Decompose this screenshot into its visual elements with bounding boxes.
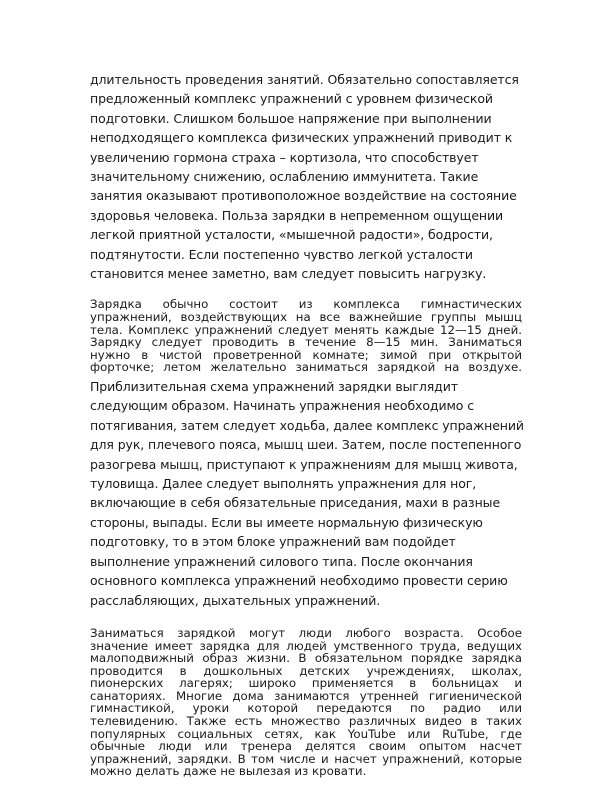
text-line: Зарядка обычно состоит из комплекса гимнастических — [90, 297, 522, 312]
text-line: телевидению. Также есть множество различных видео в таких — [90, 714, 522, 729]
text-line: неподходящего комплекса физических упражнений приводит к — [90, 130, 513, 146]
text-line: для рук, плечевого пояса, мышц шеи. Затем, после постепенного — [90, 437, 522, 453]
text-line: малоподвижный образ жизни. В обязательном порядке зарядка — [90, 651, 522, 666]
text-line: проводится в дошкольных детских учреждениях, школах, — [90, 663, 522, 678]
text-line: включающие в себя обязательные приседания, махи в разные — [90, 495, 501, 511]
text-line: предложенный комплекс упражнений с уровнем физической — [90, 91, 493, 107]
paragraph-exercise-composition — [90, 298, 522, 374]
text-line: становится менее заметно, вам следует повысить нагрузку. — [90, 266, 487, 282]
text-line: подтянутости. Если постепенно чувство легкой усталости — [90, 246, 473, 262]
text-line: длительность проведения занятий. Обязательно сопоставляется — [90, 72, 519, 87]
text-line: тела. Комплекс упражнений следует менять каждые 12—15 дней. — [90, 322, 522, 337]
text-line: пионерских лагерях; широко применяется в больницах и — [90, 676, 522, 691]
text-line: разогрева мышц, приступают к упражнениям для мышц живота, — [90, 456, 518, 472]
text-line: значительному снижению, ослаблению иммунитета. Такие — [90, 169, 479, 185]
text-line: здоровья человека. Польза зарядки в непременном ощущении — [90, 207, 504, 223]
text-line: Зарядку следует проводить в течение 8—15 мин. Заниматься — [90, 335, 522, 350]
text-line: занятия оказывают противоположное воздействие на состояние — [90, 188, 517, 204]
text-line: популярных социальных сетях, как YouTube или RuTube, где — [90, 726, 522, 741]
text-line: нужно в чистой проветренной комнате; зимой при открытой — [90, 347, 522, 362]
text-line: санаториях. Многие дома занимаются утренней гигиенической — [90, 688, 522, 703]
text-line: подготовки. Слишком большое напряжение при выполнении — [90, 110, 492, 126]
text-line: следующим образом. Начинать упражнения необходимо с — [90, 398, 474, 414]
text-line: можно делать даже не вылезая из кровати. — [90, 764, 367, 779]
text-line: увеличению гормона страха – кортизола, что способствует — [90, 149, 479, 165]
text-line: основного комплекса упражнений необходимо провести серию — [90, 573, 508, 589]
text-line: легкой приятной усталости, «мышечной радости», бодрости, — [90, 227, 493, 243]
text-line: Заниматься зарядкой могут люди любого возраста. Особое — [90, 625, 522, 640]
text-line: упражнений, воздействующих на все важнейшие группы мышц — [90, 310, 522, 325]
text-line: подготовку, то в этом блоке упражнений вам подойдет — [90, 534, 456, 550]
text-line: гимнастикой, уроки которой передаются по радио или — [90, 701, 522, 716]
text-line: потягивания, затем следует ходьба, далее комплекс упражнений — [90, 417, 524, 433]
text-line: расслабляющих, дыхательных упражнений. — [90, 592, 381, 608]
text-line: туловища. Далее следует выполнять упражнения для ног, — [90, 476, 477, 492]
paragraph-exercise-intensity — [90, 70, 522, 283]
paragraph-who-can-exercise — [90, 627, 522, 778]
text-line: стороны, выпады. Если вы имеете нормальную физическую — [90, 514, 483, 530]
text-line: значение имеет зарядка для людей умственного труда, ведущих — [90, 638, 522, 653]
text-line: выполнение упражнений силового типа. После окончания — [90, 553, 473, 569]
text-line: упражнений, зарядки. В том числе и насчет упражнений, которые — [90, 751, 522, 766]
document-page — [90, 70, 522, 778]
text-line: обычные люди или тренера делятся своим опытом насчет — [90, 739, 522, 754]
text-line: форточке; летом желательно заниматься зарядкой на воздухе. — [90, 360, 522, 375]
text-line: Приблизительная схема упражнений зарядки выглядит — [90, 379, 458, 395]
paragraph-exercise-scheme — [90, 377, 522, 610]
